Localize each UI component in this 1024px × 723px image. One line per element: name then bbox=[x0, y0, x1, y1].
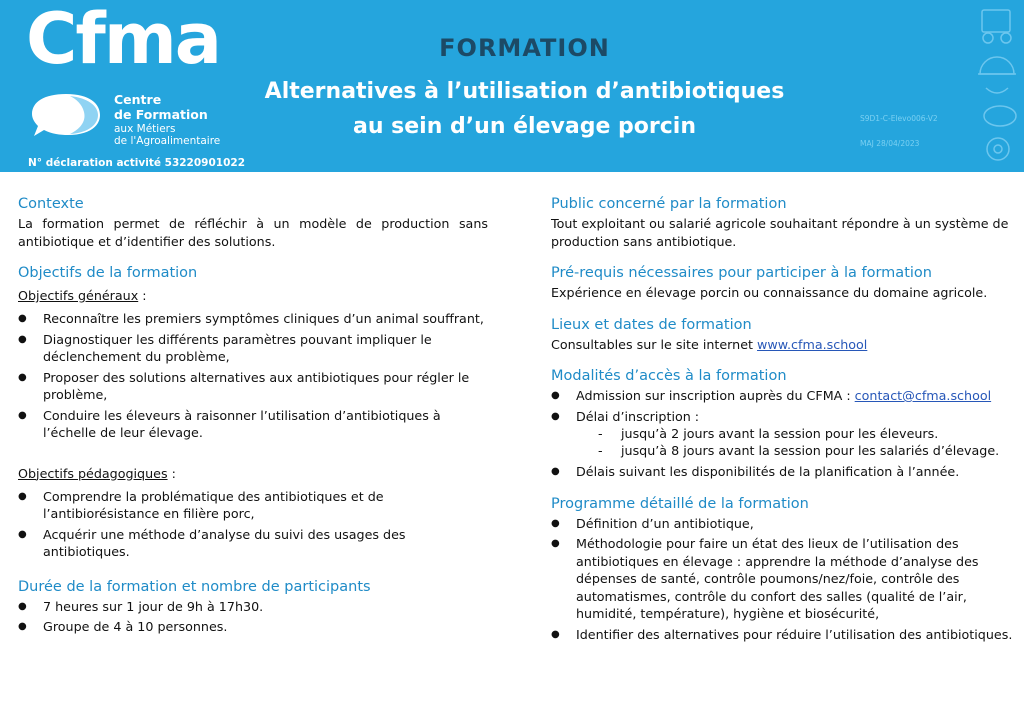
org-name: Centre de Formation bbox=[114, 92, 208, 122]
list-item: ● Conduire les éleveurs à raisonner l’utilisation d’antibiotiques à l’échelle de leur élevage. bbox=[18, 407, 488, 442]
right-column bbox=[551, 192, 1019, 646]
prerequis-text: Expérience en élevage porcin ou connaissance du domaine agricole. bbox=[551, 285, 988, 300]
cfma-logo: Cfma bbox=[26, 0, 221, 80]
update-date: MAJ 28/04/2023 bbox=[860, 139, 920, 148]
programme-list bbox=[551, 515, 1019, 644]
list-item: ● Délais suivant les disponibilités de la planification à l’année. bbox=[551, 463, 1019, 481]
list-item: ● Définition d’un antibiotique, bbox=[551, 515, 1019, 533]
delai-sublist bbox=[598, 425, 1019, 459]
list-item: ● Reconnaître les premiers symptômes cliniques d’un animal souffrant, bbox=[18, 310, 488, 328]
website-link[interactable]: www.cfma.school bbox=[757, 336, 868, 352]
duree-list bbox=[18, 598, 488, 636]
list-item: ● Admission sur inscription auprès du CFMA : contact@cfma.school bbox=[551, 387, 1019, 405]
list-item: - jusqu’à 2 jours avant la session pour les éleveurs. bbox=[598, 425, 1019, 442]
section-title-duree: Durée de la formation et nombre de participants bbox=[18, 578, 371, 595]
list-item: ● Méthodologie pour faire un état des lieux de l’utilisation des antibiotiques en élevage : apprendre la méthode d’analyse des dépenses de santé, contrôle poumons/nez/foie, contrôle des automatismes, contrôle du confort des salles (qualité de l’air, humidité, température), hygiène et biosécurité, bbox=[551, 535, 1019, 623]
document-reference: S9D1-C-Elevo006-V2 bbox=[860, 114, 938, 123]
org-subtitle: aux Métiers de l'Agroalimentaire bbox=[114, 123, 221, 147]
section-title-modalites: Modalités d’accès à la formation bbox=[551, 368, 787, 384]
list-item: ● 7 heures sur 1 jour de 9h à 17h30. bbox=[18, 598, 488, 616]
list-item: ● Comprendre la problématique des antibiotiques et de l’antibiorésistance en filière porc, bbox=[18, 488, 488, 523]
list-item: ● Groupe de 4 à 10 personnes. bbox=[18, 618, 488, 636]
section-title-prerequis: Pré-requis nécessaires pour participer à la formation bbox=[551, 265, 932, 281]
section-title-lieux: Lieux et dates de formation bbox=[551, 316, 752, 333]
list-item: ● Diagnostiquer les différents paramètres pouvant impliquer le déclenchement du problème, bbox=[18, 331, 488, 366]
section-title-programme: Programme détaillé de la formation bbox=[551, 495, 809, 512]
list-item: - jusqu’à 8 jours avant la session pour les salariés d’élevage. bbox=[598, 442, 1019, 459]
section-title-contexte: Contexte bbox=[18, 196, 84, 212]
modalites-list-2 bbox=[551, 463, 1019, 481]
declaration-number: N° déclaration activité 53220901022 bbox=[28, 157, 245, 169]
public-text: Tout exploitant ou salarié agricole souhaitant répondre à un système de production sans antibiotique. bbox=[551, 216, 1009, 249]
list-item: ● Identifier des alternatives pour réduire l’utilisation des antibiotiques. bbox=[551, 626, 1019, 644]
formation-label: FORMATION bbox=[439, 34, 610, 62]
list-item: ● Délai d’inscription : bbox=[551, 408, 1019, 426]
formation-title: Alternatives à l’utilisation d’antibiotiques au sein d’un élevage porcin bbox=[264, 79, 785, 139]
email-link[interactable]: contact@cfma.school bbox=[854, 388, 992, 403]
contexte-text: La formation permet de réfléchir à un modèle de production sans antibiotique et d’identifier des solutions. bbox=[18, 216, 488, 249]
section-title-public: Public concerné par la formation bbox=[551, 196, 787, 212]
section-title-objectifs: Objectifs de la formation bbox=[18, 265, 198, 281]
objectifs-pedagogiques-list bbox=[18, 488, 488, 561]
modalites-list bbox=[551, 387, 1019, 425]
decorative-icons bbox=[972, 4, 1022, 172]
objectifs-pedagogiques-heading: Objectifs pédagogiques : bbox=[18, 465, 176, 481]
lieux-text: Consultables sur le site internet www.cfma.school bbox=[551, 336, 868, 352]
list-item: ● Proposer des solutions alternatives aux antibiotiques pour régler le problème, bbox=[18, 369, 488, 404]
list-item: ● Acquérir une méthode d’analyse du suivi des usages des antibiotiques. bbox=[18, 526, 488, 561]
objectifs-generaux-heading: Objectifs généraux : bbox=[18, 288, 147, 303]
header-banner bbox=[0, 0, 1024, 172]
left-column bbox=[18, 192, 488, 639]
objectifs-generaux-list bbox=[18, 310, 488, 442]
